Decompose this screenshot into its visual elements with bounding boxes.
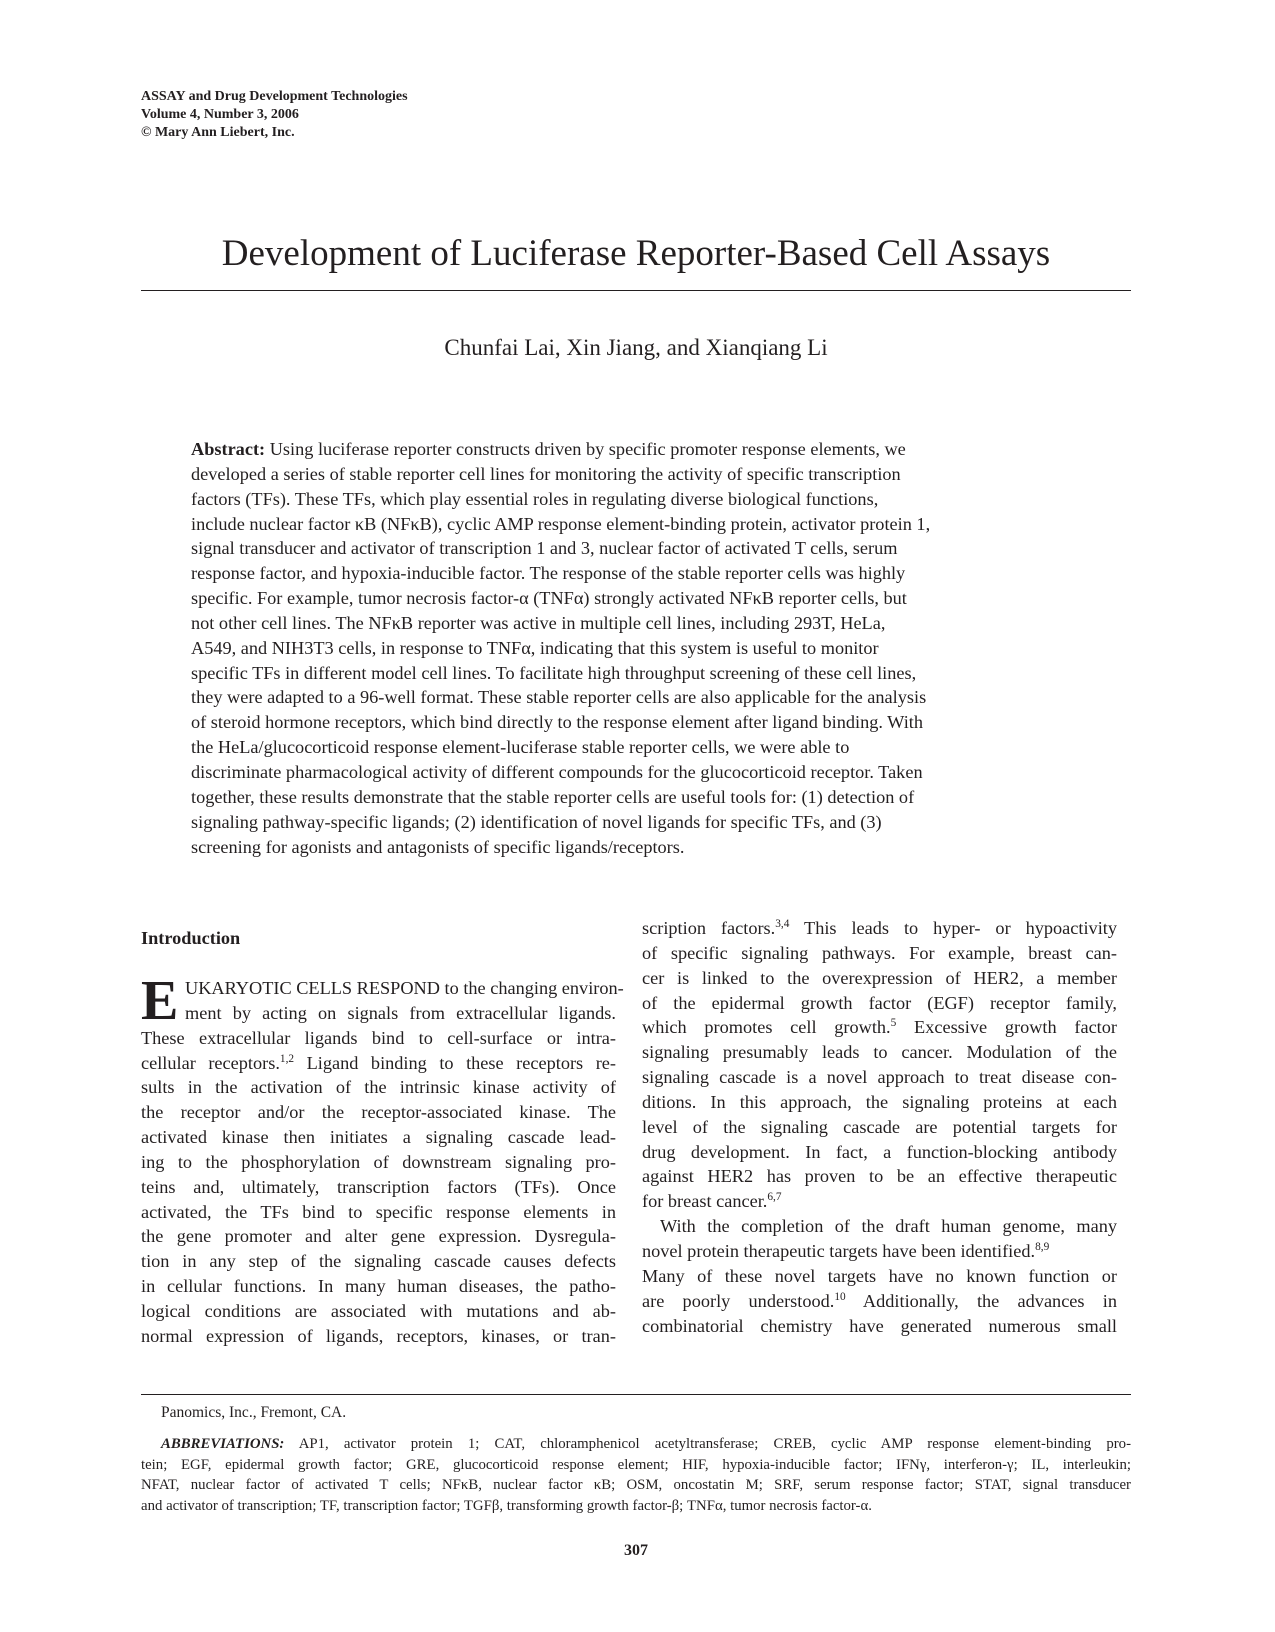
body-line: in cellular functions. In many human diseases, the patho- [141,1276,616,1297]
abstract-line: not other cell lines. The NFκB reporter was active in multiple cell lines, including 293T, HeLa, [191,612,886,633]
abstract-line: the HeLa/glucocorticoid response element-luciferase stable reporter cells, we were able to [191,737,850,758]
journal-name: ASSAY and Drug Development Technologies [141,89,408,104]
journal-header [141,88,408,142]
body-line: ing to the phosphorylation of downstream signaling pro- [141,1151,616,1172]
abstract-line: A549, and NIH3T3 cells, in response to TNFα, indicating that this system is useful to monitor [191,637,879,658]
body-line: Many of these novel targets have no known function or [642,1265,1117,1286]
body-line: teins and, ultimately, transcription factors (TFs). Once [141,1176,616,1197]
body-line: cellular receptors.$^{1,2}$ Ligand binding to these receptors re- [141,1052,616,1073]
abstract-line: include nuclear factor κB (NFκB), cyclic AMP response element-binding protein, activator protein 1, [191,513,931,534]
abstract-line: of steroid hormone receptors, which bind directly to the response element after ligand binding. With [191,712,924,733]
abstract-line: specific TFs in different model cell lines. To facilitate high throughput screening of these cell lines, [191,662,917,683]
abstract-line: factors (TFs). These TFs, which play essential roles in regulating diverse biological functions, [191,488,879,509]
citation: 1,2 [279,1052,295,1065]
abbreviations-line: AP1, activator protein 1; CAT, chloramphenicol acetyltransferase; CREB, cyclic AMP response element-binding pro- [284,1436,1131,1452]
body-line: of specific signaling pathways. For example, breast can- [642,942,1117,963]
author-list: Chunfai Lai, Xin Jiang, and Xianqiang Li [444,335,828,360]
body-line: the gene promoter and alter gene expression. Dysregula- [141,1226,616,1247]
body-line: for breast cancer.$^{6,7}$ [642,1191,782,1212]
page-number: 307 [624,1542,648,1559]
body-line: sults in the activation of the intrinsic kinase activity of [141,1077,616,1098]
body-line: signaling cascade is a novel approach to treat disease con- [642,1067,1117,1088]
body-line: These extracellular ligands bind to cell-surface or intra- [141,1027,616,1048]
body-line: ditions. In this approach, the signaling proteins at each [642,1091,1117,1112]
abstract-label: Abstract: [191,439,266,459]
body-line: of the epidermal growth factor (EGF) receptor family, [642,992,1117,1013]
body-line: activated, the TFs bind to specific response elements in [141,1201,616,1222]
body-line: With the completion of the draft human genome, many [660,1216,1117,1237]
abbreviations-label: ABBREVIATIONS: [161,1436,285,1452]
affiliation: Panomics, Inc., Fremont, CA. [161,1404,347,1421]
citation: 6,7 [767,1191,782,1204]
abstract-line: screening for agonists and antagonists of specific ligands/receptors. [191,836,685,857]
abstract-line: together, these results demonstrate that the stable reporter cells are useful tools for: (1) detection of [191,786,915,807]
body-line: are poorly understood.$^{10}$ Additionally, the advances in [642,1290,1118,1311]
footnote-divider [141,1394,1131,1395]
body-line: scription factors.$^{3,4}$ This leads to hyper- or hypoactivity [642,918,1117,938]
body-line: which promotes cell growth.$^5$ Excessive growth factor [642,1017,1117,1038]
body-line: activated kinase then initiates a signaling cascade lead- [141,1127,616,1148]
body-line: novel protein therapeutic targets have been identified.$^{8,9}$ [642,1240,1050,1261]
abstract-line: they were adapted to a 96-well format. These stable reporter cells are also applicable for the analysis [191,687,927,708]
citation: 8,9 [1035,1241,1050,1254]
body-line: normal expression of ligands, receptors, kinases, or tran- [141,1325,616,1346]
smallcaps-lead: UKARYOTIC CELLS RESPOND [185,978,440,998]
abbreviations-line: tein; EGF, epidermal growth factor; GRE, glucocorticoid response element; HIF, hypoxia-inducible factor; IFNγ, interferon-γ; IL, interleukin; [141,1456,1131,1473]
abbreviations-line: NFAT, nuclear factor of activated T cells; NFκB, nuclear factor κB; OSM, oncostatin M; SRF, serum response factor; STAT, signal transducer [141,1477,1131,1493]
journal-volume: Volume 4, Number 3, 2006 [141,107,299,122]
citation: 3,4 [775,918,790,931]
abstract-line: discriminate pharmacological activity of different compounds for the glucocorticoid receptor. Taken [191,761,923,782]
body-line: drug development. In fact, a function-blocking antibody [642,1141,1117,1162]
body-line: signaling presumably leads to cancer. Modulation of the [642,1042,1117,1063]
citation: 5 [890,1017,897,1030]
drop-cap: E [141,970,179,1032]
abbreviations-footnote [141,1434,1131,1516]
abstract-line: response factor, and hypoxia-inducible factor. The response of the stable reporter cells was highly [191,563,906,584]
intro-right-column [642,916,1117,1338]
abstract-line: signal transducer and activator of transcription 1 and 3, nuclear factor of activated T cells, serum [191,538,898,559]
title-divider [141,290,1131,291]
abstract-line: developed a series of stable reporter cell lines for monitoring the activity of specific transcription [191,463,901,484]
citation: 10 [834,1290,846,1303]
abbreviations-line: and activator of transcription; TF, transcription factor; TGFβ, transforming growth factor-β; TNFα, tumor necrosis factor-α. [141,1497,872,1514]
body-line: cer is linked to the overexpression of HER2, a member [642,967,1117,988]
body-line: logical conditions are associated with mutations and ab- [141,1300,616,1321]
body-line: level of the signaling cascade are potential targets for [642,1116,1117,1137]
paper-title: Development of Luciferase Reporter-Based Cell Assays [221,233,1051,274]
body-line: to the changing environ- [439,978,624,998]
body-line: ment by acting on signals from extracellular ligands. [185,1002,616,1023]
body-line: tion in any step of the signaling cascade causes defects [141,1251,616,1272]
section-heading-introduction: Introduction [141,928,241,948]
abstract-line: signaling pathway-specific ligands; (2) identification of novel ligands for specific TFs, and (3) [191,811,882,832]
intro-left-column [141,970,624,1349]
body-line: combinatorial chemistry have generated numerous small [642,1315,1117,1336]
body-line: against HER2 has proven to be an effective therapeutic [642,1166,1117,1187]
abstract [191,437,1071,859]
body-line: the receptor and/or the receptor-associated kinase. The [141,1102,616,1123]
abstract-line: Using luciferase reporter constructs driven by specific promoter response elements, we [269,439,906,459]
journal-copyright: © Mary Ann Liebert, Inc. [141,125,295,140]
abstract-line: specific. For example, tumor necrosis factor-α (TNFα) strongly activated NFκB reporter cells, but [191,588,907,609]
